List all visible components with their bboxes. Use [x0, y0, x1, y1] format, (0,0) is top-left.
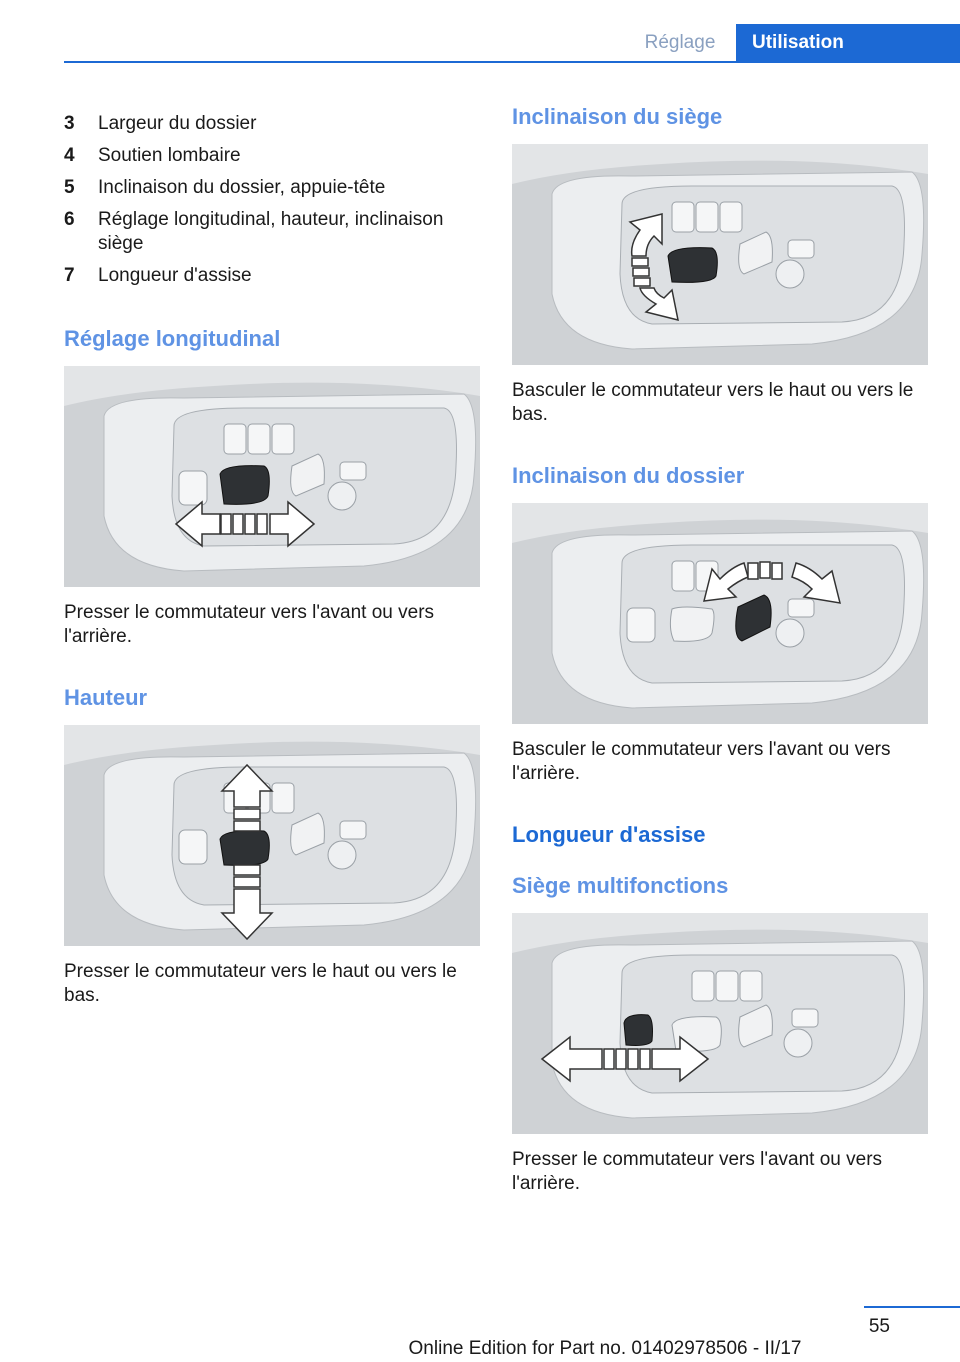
figure-inclinaison-dossier: [512, 503, 928, 724]
figure-longitudinal: [64, 366, 480, 587]
list-item: [64, 144, 474, 168]
paragraph-longitudinal: Presser le commutateur vers l'avant ou vers l'arrière.: [64, 602, 435, 647]
list-text: Inclinaison du dossier, appuie-tête: [98, 177, 386, 198]
legend-list: [64, 112, 474, 296]
heading-longitudinal: Réglage longitudinal: [64, 326, 281, 351]
figure-hauteur: [64, 725, 480, 946]
list-number: 3: [64, 113, 75, 134]
list-item: [64, 176, 474, 200]
figure-siege-multifonctions: [512, 913, 928, 1134]
tab-section[interactable]: Réglage: [644, 32, 716, 53]
footer-rule: [864, 1306, 960, 1308]
list-text: Soutien lombaire: [98, 145, 241, 166]
list-item: [64, 208, 474, 256]
figure-inclinaison-siege: [512, 144, 928, 365]
list-item: [64, 112, 474, 136]
list-number: 4: [64, 145, 75, 166]
paragraph-inclinaison-dossier: Basculer le commutateur vers l'avant ou vers l'arrière.: [512, 739, 891, 784]
heading-siege-multifonctions: Siège multifonctions: [512, 873, 729, 898]
paragraph-siege-multifonctions: Presser le commutateur vers l'avant ou vers l'arrière.: [512, 1149, 883, 1194]
list-text: Largeur du dossier: [98, 113, 257, 134]
heading-longueur-assise: Longueur d'assise: [512, 822, 706, 847]
heading-hauteur: Hauteur: [64, 685, 148, 710]
list-number: 6: [64, 209, 75, 230]
edition-footer: Online Edition for Part no. 01402978506 - II/17: [408, 1338, 802, 1359]
page-number: 55: [868, 1316, 890, 1337]
list-item: [64, 264, 474, 288]
list-number: 7: [64, 265, 75, 286]
list-number: 5: [64, 177, 75, 198]
list-text: Longueur d'assise: [98, 265, 252, 286]
tab-chapter[interactable]: Utilisation: [736, 24, 960, 61]
paragraph-hauteur: Presser le commutateur vers le haut ou vers le bas.: [64, 961, 457, 1006]
paragraph-inclinaison-siege: Basculer le commutateur vers le haut ou vers le bas.: [512, 380, 914, 425]
heading-inclinaison-siege: Inclinaison du siège: [512, 104, 723, 129]
heading-inclinaison-dossier: Inclinaison du dossier: [512, 463, 745, 488]
header-rule: [64, 61, 960, 63]
list-text: Réglage longitudinal, hauteur, inclinaison siège: [98, 209, 444, 254]
